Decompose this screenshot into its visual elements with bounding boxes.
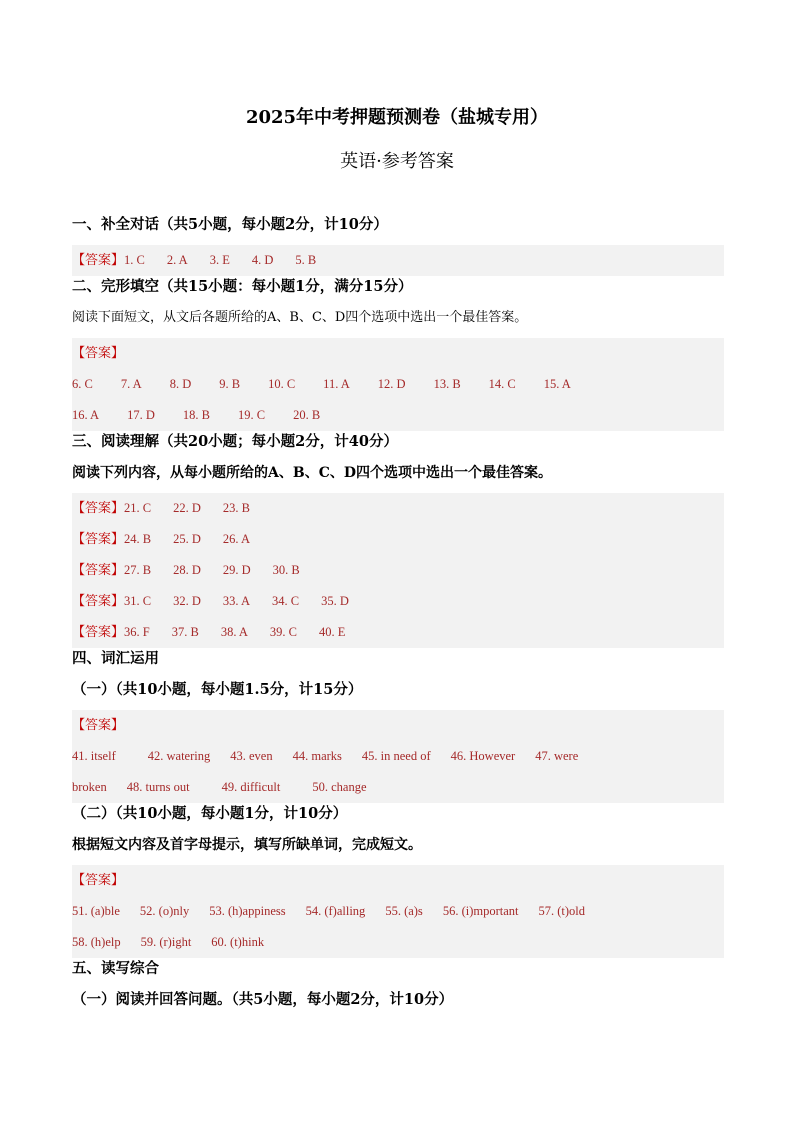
answer-row: [72, 772, 724, 803]
answer-item: 31. C: [124, 594, 152, 608]
answer-item: 50. change: [312, 780, 367, 794]
answer-row: [72, 617, 724, 648]
answer-item: 13. B: [433, 377, 461, 391]
section-heading: 四、词汇运用: [72, 650, 159, 667]
answer-item: 52. (o)nly: [139, 904, 190, 918]
subsection-heading: （一）阅读并回答问题。（共5小题，每小题2分，计10分）: [72, 991, 454, 1008]
answer-row: [72, 896, 724, 927]
answer-item: 22. D: [173, 501, 201, 515]
answer-item: 17. D: [127, 408, 155, 422]
answer-item: 12. D: [377, 377, 406, 391]
answer-item: 15. A: [543, 377, 571, 391]
answer-item: 56. (i)mportant: [442, 904, 519, 918]
page-title: 2025年中考押题预测卷（盐城专用）: [245, 107, 549, 128]
answer-item: 58. (h)elp: [72, 935, 121, 949]
answer-item: 44. marks: [292, 749, 342, 763]
answer-row: [72, 710, 724, 741]
answer-item: 36. F: [124, 625, 150, 639]
answer-item: 40. E: [319, 625, 346, 639]
answer-row: [72, 741, 724, 772]
answer-item: 21. C: [124, 501, 152, 515]
answer-item: 59. (r)ight: [140, 935, 192, 949]
answer-tag: 【答案】: [72, 625, 125, 640]
answer-item: 14. C: [488, 377, 516, 391]
section-heading: 一、补全对话（共5小题，每小题2分，计10分）: [72, 216, 388, 233]
answer-item: 49. difficult: [221, 780, 281, 794]
answer-item: 20. B: [293, 408, 321, 422]
answer-item: 60. (t)hink: [211, 935, 265, 949]
answer-tag: 【答案】: [72, 563, 125, 578]
answer-row: [72, 524, 724, 555]
answer-item: 54. (f)alling: [305, 904, 366, 918]
section-instruction: 阅读下面短文，从文后各题所给的A、B、C、D四个选项中选出一个最佳答案。: [72, 310, 528, 325]
answer-row: [72, 865, 724, 896]
answer-item: 57. (t)old: [538, 904, 586, 918]
answer-row: [72, 245, 724, 276]
section-instruction: 根据短文内容及首字母提示，填写所缺单词，完成短文。: [72, 837, 422, 853]
answer-item: 2. A: [166, 253, 188, 267]
answer-row: [72, 586, 724, 617]
answer-item: 42. watering: [147, 749, 211, 763]
answer-item: 37. B: [171, 625, 199, 639]
answer-item: 5. B: [295, 253, 317, 267]
answer-item: 34. C: [271, 594, 300, 608]
answer-item: 55. (a)s: [385, 904, 423, 918]
answer-tag: 【答案】: [72, 501, 125, 516]
answer-item: 16. A: [72, 408, 100, 422]
answer-row: [72, 927, 724, 958]
answer-item: broken: [72, 780, 107, 794]
answer-item: 26. A: [222, 532, 250, 546]
answer-tag: 【答案】: [72, 346, 125, 361]
answer-item: 41. itself: [72, 749, 116, 763]
answer-item: 48. turns out: [126, 780, 190, 794]
answer-item: 7. A: [120, 377, 142, 391]
section-heading: 五、读写综合: [72, 960, 159, 977]
subsection-heading: （二）（共10小题，每小题1分，计10分）: [72, 805, 348, 822]
answer-item: 32. D: [173, 594, 201, 608]
answer-tag: 【答案】: [72, 718, 125, 733]
answer-item: 4. D: [251, 253, 274, 267]
answer-item: 27. B: [124, 563, 152, 577]
answer-tag: 【答案】: [72, 532, 125, 547]
answer-item: 3. E: [209, 253, 230, 267]
answer-item: 33. A: [222, 594, 250, 608]
answer-tag: 【答案】: [72, 594, 125, 609]
answer-item: 30. B: [272, 563, 300, 577]
answer-item: 23. B: [222, 501, 250, 515]
answer-item: 10. C: [268, 377, 296, 391]
section-heading: 三、阅读理解（共20小题；每小题2分，计40分）: [72, 433, 398, 450]
answer-item: 29. D: [222, 563, 251, 577]
page-subtitle: 英语·参考答案: [340, 151, 454, 172]
answer-row: [72, 400, 724, 431]
answer-item: 25. D: [173, 532, 201, 546]
answer-item: 43. even: [230, 749, 273, 763]
answer-item: 46. However: [450, 749, 516, 763]
answer-item: 8. D: [169, 377, 192, 391]
answer-item: 51. (a)ble: [72, 904, 120, 918]
answer-item: 45. in need of: [361, 749, 431, 763]
section-heading: 二、完形填空（共15小题：每小题1分，满分15分）: [72, 278, 413, 295]
answer-item: 1. C: [124, 253, 145, 267]
answer-row: [72, 338, 724, 369]
answer-content: [72, 214, 724, 1020]
answer-tag: 【答案】: [72, 873, 125, 888]
answer-tag: 【答案】: [72, 253, 125, 268]
answer-item: 53. (h)appiness: [209, 904, 286, 918]
answer-item: 24. B: [124, 532, 152, 546]
answer-item: 19. C: [237, 408, 266, 422]
answer-item: 9. B: [219, 377, 241, 391]
answer-row: [72, 493, 724, 524]
answer-row: [72, 555, 724, 586]
answer-item: 11. A: [323, 377, 350, 391]
answer-row: [72, 369, 724, 400]
answer-item: 39. C: [269, 625, 297, 639]
answer-item: 35. D: [321, 594, 349, 608]
answer-item: 28. D: [173, 563, 201, 577]
answer-item: 18. B: [182, 408, 210, 422]
answer-item: 6. C: [72, 377, 93, 391]
answer-item: 47. were: [535, 749, 579, 763]
section-instruction: 阅读下列内容，从每小题所给的A、B、C、D四个选项中选出一个最佳答案。: [72, 465, 552, 481]
subsection-heading: （一）（共10小题，每小题1.5分，计15分）: [72, 681, 363, 698]
answer-item: 38. A: [220, 625, 248, 639]
